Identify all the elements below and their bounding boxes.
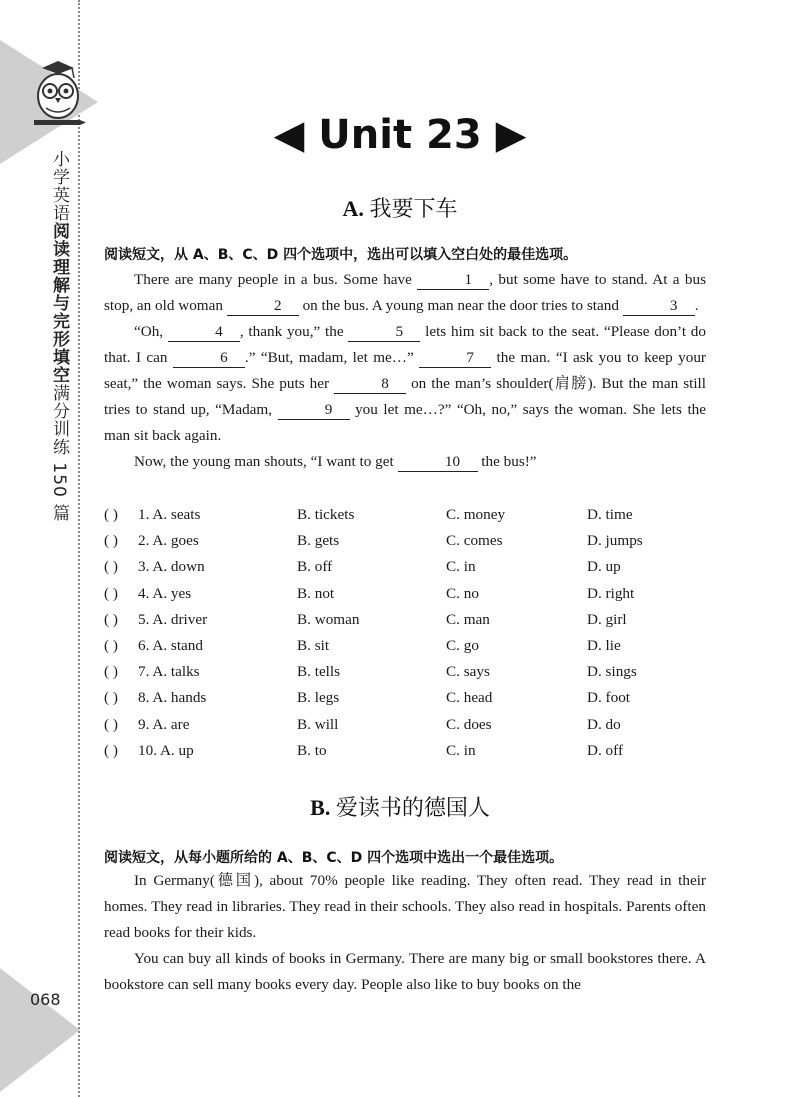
text-run: on the man’s shoulder(肩膀). But the man still tries to stand up, “Madam, xyxy=(104,375,706,418)
option-b: B. tickets xyxy=(297,506,355,523)
option-b: B. tells xyxy=(297,663,341,681)
text-run: on the bus. A young man near the door tries to stand xyxy=(298,297,623,314)
question-row-5 xyxy=(104,609,704,635)
option-c: C. does xyxy=(446,715,492,733)
answer-paren[interactable]: ( ) xyxy=(104,532,118,550)
passage-b-paragraph-2: You can buy all kinds of books in Germany. There are many big or small bookstores there. A bookstore can sell many books every day. People also like to buy books on the xyxy=(104,950,706,993)
answer-paren[interactable]: ( ) xyxy=(104,584,118,602)
blank-3: 3 xyxy=(623,297,695,316)
passage-a-paragraph-1 xyxy=(104,267,706,319)
option-d: D. up xyxy=(587,558,621,576)
series-title-part1: 小学英语 xyxy=(49,150,69,222)
text-run: , but some have to stand. At a bus stop, an old woman xyxy=(104,271,706,314)
answer-paren[interactable]: ( ) xyxy=(104,663,118,681)
option-c: C. says xyxy=(446,663,490,681)
option-d: D. foot xyxy=(587,689,631,707)
option-b: B. sit xyxy=(297,636,330,654)
answer-paren[interactable]: ( ) xyxy=(104,636,118,654)
text-run: , thank you,” the xyxy=(239,323,349,340)
text-run: “Oh, xyxy=(134,323,168,340)
question-row-6 xyxy=(104,635,704,661)
question-row-8 xyxy=(104,687,704,713)
option-d: D. time xyxy=(587,506,633,523)
option-d: D. sings xyxy=(587,663,637,681)
option-d: D. girl xyxy=(587,610,627,628)
answer-paren[interactable]: ( ) xyxy=(104,741,118,759)
corner-triangle-bottom xyxy=(0,968,80,1092)
question-row-2 xyxy=(104,530,704,556)
option-b: B. woman xyxy=(297,610,360,628)
options-list xyxy=(104,504,704,766)
blank-5: 5 xyxy=(348,323,420,342)
right-triangle-icon: ▶ xyxy=(495,112,527,158)
option-a: 6. A. stand xyxy=(138,636,203,654)
text-run: you let me…?” “Oh, no,” says the woman. She lets the man sit back again. xyxy=(104,401,706,444)
option-a: 10. A. up xyxy=(138,741,194,759)
passage-a-paragraph-3 xyxy=(104,449,706,475)
answer-paren[interactable]: ( ) xyxy=(104,610,118,628)
option-b: B. gets xyxy=(297,532,340,550)
section-b-passage xyxy=(104,868,706,998)
section-b-title xyxy=(0,791,800,822)
section-a-title-text: 我要下车 xyxy=(369,197,458,222)
option-b: B. to xyxy=(297,741,327,759)
section-b-letter: B. xyxy=(310,795,331,820)
left-triangle-icon: ◀ xyxy=(273,112,305,158)
option-a: 8. A. hands xyxy=(138,689,207,707)
section-b-title-text: 爱读书的德国人 xyxy=(335,796,490,821)
question-row-10 xyxy=(104,740,704,766)
blank-2: 2 xyxy=(227,297,299,316)
question-row-9 xyxy=(104,714,704,740)
series-title-part2: 阅读理解与完形填空 xyxy=(49,222,69,384)
option-a: 3. A. down xyxy=(138,558,205,576)
text-run: .” “But, madam, let me…” xyxy=(244,349,420,366)
option-c: C. in xyxy=(446,558,476,576)
option-a: 1. A. seats xyxy=(138,506,201,523)
text-run: . xyxy=(694,297,699,314)
question-row-1 xyxy=(104,504,704,530)
option-b: B. legs xyxy=(297,689,340,707)
option-d: D. right xyxy=(587,584,635,602)
answer-paren[interactable]: ( ) xyxy=(104,689,118,707)
answer-paren[interactable]: ( ) xyxy=(104,558,118,576)
blank-6: 6 xyxy=(173,349,245,368)
option-b: B. off xyxy=(297,558,333,576)
option-c: C. man xyxy=(446,610,490,628)
question-row-3 xyxy=(104,556,704,582)
option-d: D. jumps xyxy=(587,532,643,550)
text-run: lets him sit back to the seat. “Please don’t do that. I can xyxy=(104,323,706,366)
binding-dotted-line xyxy=(78,0,80,1097)
section-a-title xyxy=(0,192,800,223)
option-c: C. in xyxy=(446,741,476,759)
blank-1: 1 xyxy=(417,271,489,290)
question-row-7 xyxy=(104,661,704,687)
option-a: 5. A. driver xyxy=(138,610,208,628)
text-run: There are many people in a bus. Some have xyxy=(134,271,418,288)
unit-title xyxy=(0,112,800,158)
option-c: C. no xyxy=(446,584,479,602)
option-c: C. head xyxy=(446,689,493,707)
unit-title-text: Unit 23 xyxy=(318,112,482,158)
section-a-instruction: 阅读短文，从 A、B、C、D 四个选项中，选出可以填入空白处的最佳选项。 xyxy=(104,247,578,263)
blank-8: 8 xyxy=(334,375,406,394)
section-a-letter: A. xyxy=(342,196,364,221)
option-c: C. go xyxy=(446,636,479,654)
option-d: D. lie xyxy=(587,636,621,654)
section-b-instruction: 阅读短文，从每小题所给的 A、B、C、D 四个选项中选出一个最佳选项。 xyxy=(104,850,564,866)
option-c: C. comes xyxy=(446,532,503,550)
question-row-4 xyxy=(104,583,704,609)
option-d: D. off xyxy=(587,741,623,759)
option-b: B. will xyxy=(297,715,339,733)
blank-7: 7 xyxy=(419,349,491,368)
option-b: B. not xyxy=(297,584,335,602)
blank-10: 10 xyxy=(398,453,478,472)
answer-paren[interactable]: ( ) xyxy=(104,715,118,733)
section-a-passage xyxy=(104,267,706,475)
answer-paren[interactable]: ( ) xyxy=(104,506,118,523)
text-run: Now, the young man shouts, “I want to get xyxy=(134,453,398,470)
text-run: the bus!” xyxy=(477,453,537,470)
option-a: 7. A. talks xyxy=(138,663,200,681)
series-title-part3: 满分训练 150 篇 xyxy=(49,384,69,523)
option-d: D. do xyxy=(587,715,621,733)
passage-b-paragraph-1: In Germany(德国), about 70% people like reading. They often read. They read in their homes. They read in libraries. They read in their schools. They also read in hospitals. Parents often read books for their kids. xyxy=(104,872,706,941)
option-c: C. money xyxy=(446,506,506,523)
blank-4: 4 xyxy=(168,323,240,342)
blank-9: 9 xyxy=(278,401,350,420)
page-number: 068 xyxy=(30,990,61,1009)
option-a: 2. A. goes xyxy=(138,532,199,550)
option-a: 9. A. are xyxy=(138,715,190,733)
passage-a-paragraph-2 xyxy=(104,319,706,449)
text-run: the man. “I ask you to keep your seat,” the woman says. She puts her xyxy=(104,349,706,392)
option-a: 4. A. yes xyxy=(138,584,192,602)
